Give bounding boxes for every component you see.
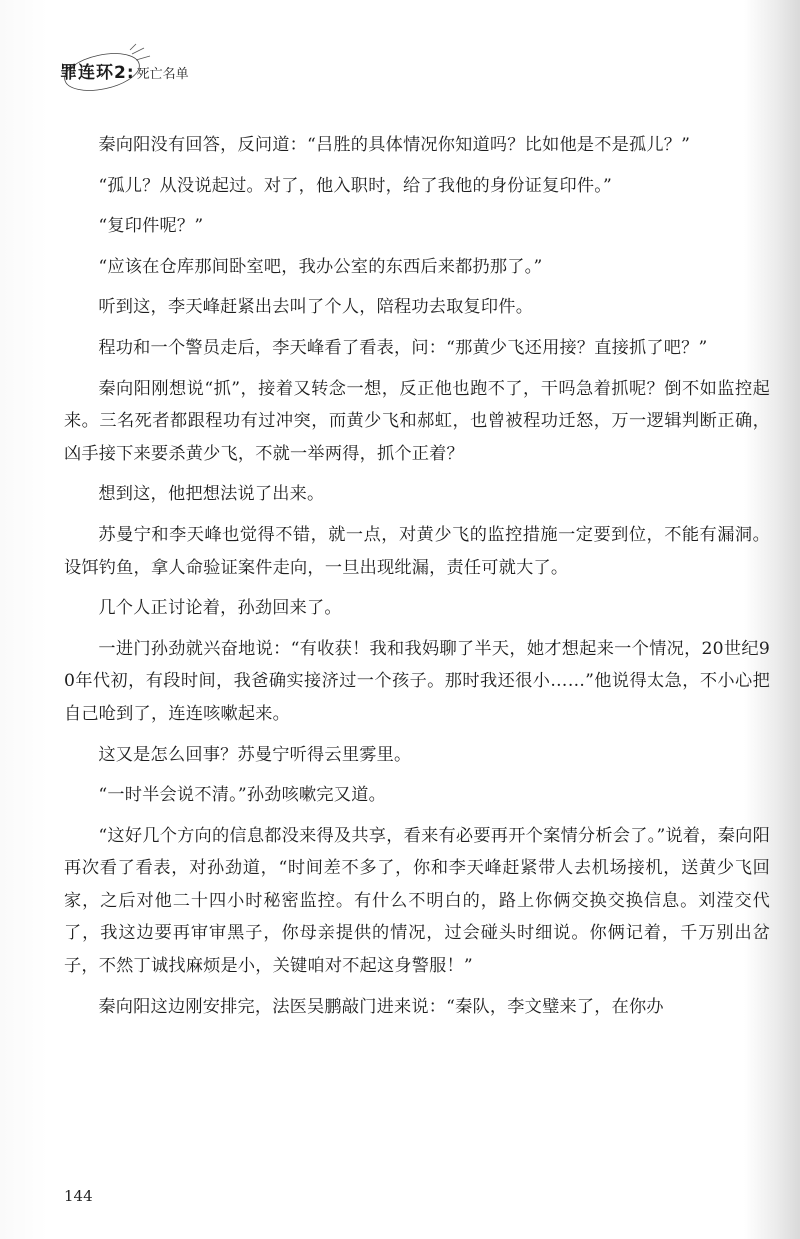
paragraph: 几个人正讨论着，孙劲回来了。 — [98, 598, 342, 619]
paragraph: “一时半会说不清。”孙劲咳嗽完又道。 — [98, 785, 386, 806]
paragraph: 一进门孙劲就兴奋地说：“有收获！我和我妈聊了半天，她才想起来一个情况，20世纪90年代初，有段时间，我爸确实接济过一个孩子。那时我还很小……”他说得太急，不小心把自己呛到了，连连咳嗽起来。 — [64, 638, 770, 724]
running-header — [60, 58, 189, 88]
paragraph: “孤儿？从没说起过。对了，他入职时，给了我他的身份证复印件。” — [98, 175, 613, 196]
book-subtitle: 死亡名单 — [136, 67, 189, 82]
paragraph: “应该在仓库那间卧室吧，我办公室的东西后来都扔那了。” — [98, 256, 543, 277]
paragraph: 秦向阳没有回答，反问道：“吕胜的具体情况你知道吗？比如他是不是孤儿？” — [98, 135, 691, 155]
paragraph: 秦向阳刚想说“抓”，接着又转念一想，反正他也跑不了，干吗急着抓呢？倒不如监控起来。三名死者都跟程功有过冲突，而黄少飞和郝虹，也曾被程功迁怒，万一逻辑判断正确，凶手接下来要杀黄少飞，不就一举两得，抓个正着？ — [64, 378, 770, 464]
paragraph: 想到这，他把想法说了出来。 — [98, 484, 325, 505]
paragraph: “复印件呢？” — [98, 216, 204, 237]
paragraph: “这好几个方向的信息都没来得及共享，看来有必要再开个案情分析会了。”说着，秦向阳再次看了看表，对孙劲道，“时间差不多了，你和李天峰赶紧带人去机场接机，送黄少飞回家，之后对他二十四小时秘密监控。有什么不明白的，路上你俩交换交换信息。刘滢交代了，我这边要再审审黑子，你母亲提供的情况，过会碰头时细说。你俩记着，千万别出岔子，不然丁诚找麻烦是小，关键咱对不起这身警服！” — [64, 825, 770, 977]
paragraph: 这又是怎么回事？苏曼宁听得云里雾里。 — [98, 744, 412, 765]
paragraph: 苏曼宁和李天峰也觉得不错，就一点，对黄少飞的监控措施一定要到位，不能有漏洞。设饵钓鱼，拿人命验证案件走向，一旦出现纰漏，责任可就大了。 — [64, 524, 770, 578]
page-number: 144 — [64, 1187, 93, 1205]
book-title: 罪连环2: — [60, 63, 135, 83]
paragraph: 程功和一个警员走后，李天峰看了看表，问：“那黄少飞还用接？直接抓了吧？” — [98, 337, 708, 358]
paragraph: 秦向阳这边刚安排完，法医吴鹏敲门进来说：“秦队，李文璧来了，在你办 — [98, 996, 664, 1017]
paragraph: 听到这，李天峰赶紧出去叫了个人，陪程功去取复印件。 — [98, 297, 534, 318]
body-text — [64, 129, 770, 1031]
